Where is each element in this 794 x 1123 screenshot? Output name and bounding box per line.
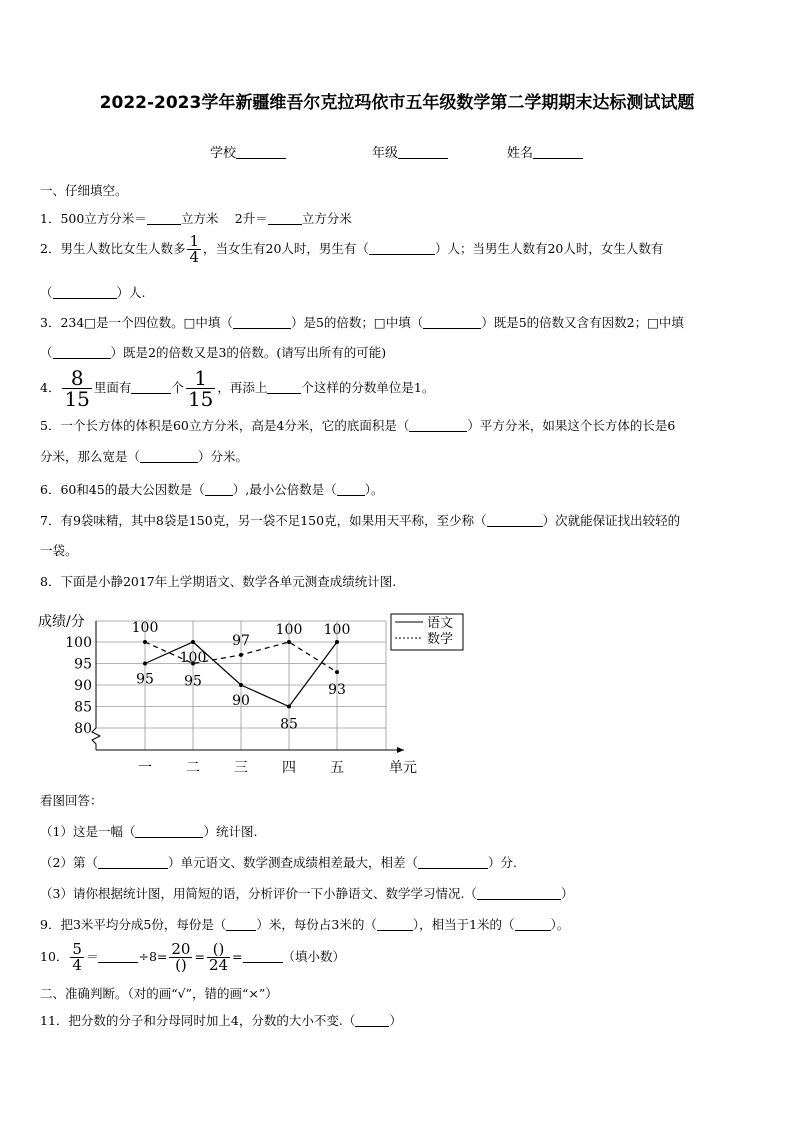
data-label: 93 bbox=[328, 682, 346, 699]
chart-legend bbox=[391, 614, 463, 650]
data-point bbox=[287, 640, 291, 644]
question-5-cont: 分米，那么宽是（ ）分米。 bbox=[40, 449, 249, 464]
question-6: 6．60和45的最大公因数是（ ）,最小公倍数是（ ）。 bbox=[40, 482, 384, 497]
data-point bbox=[335, 670, 339, 674]
data-point bbox=[335, 640, 339, 644]
fraction-5-4: $\frac{5}{4}$ bbox=[72, 940, 82, 974]
legend-label: 数学 bbox=[427, 632, 454, 647]
axis-break-mark bbox=[92, 728, 100, 750]
y-tick-label: 85 bbox=[74, 699, 92, 716]
question-3-cont: （ ）既是2的倍数又是3的倍数。(请写出所有的可能) bbox=[40, 345, 387, 360]
question-8-1: （1）这是一幅（ ）统计图. bbox=[40, 824, 258, 839]
data-point bbox=[191, 640, 195, 644]
y-tick-label: 80 bbox=[74, 721, 92, 737]
fraction-20-blank: $\frac{20}{()}$ bbox=[171, 940, 191, 974]
question-2-cont: （ ）人. bbox=[40, 285, 146, 300]
data-point bbox=[287, 705, 291, 709]
y-tick-label: 100 bbox=[65, 635, 92, 651]
question-5: 5．一个长方体的体积是60立方分米，高是4分米，它的底面积是（ ）平方分米，如果这个长方体的长是6 bbox=[40, 418, 676, 433]
question-11: 11．把分数的分子和分母同时加上4，分数的大小不变.（ ） bbox=[40, 1013, 402, 1028]
question-7: 7．有9袋味精，其中8袋是150克，另一袋不足150克，如果用天平称，至少称（ ）次就能保证找出较轻的 bbox=[40, 513, 681, 528]
data-point bbox=[143, 640, 147, 644]
y-axis-label: 成绩/分 bbox=[38, 614, 85, 630]
question-1: 1．500立方分米＝ 立方米 2升＝ 立方分米 bbox=[40, 211, 352, 226]
question-8-3: （3）请你根据统计图，用简短的语，分析评价一下小静语文、数学学习情况.（ ） bbox=[40, 886, 574, 901]
x-tick-label: 三 bbox=[234, 760, 248, 776]
y-tick-label: 90 bbox=[74, 678, 92, 694]
question-8: 8．下面是小静2017年上学期语文、数学各单元测查成绩统计图. bbox=[40, 574, 397, 589]
x-tick-label: 二 bbox=[186, 760, 200, 776]
chart-labels bbox=[38, 613, 417, 776]
school-field[interactable]: 学校 bbox=[210, 142, 286, 161]
data-point bbox=[143, 662, 147, 666]
question-2: 2．男生人数比女生人数多 $\frac{1}{4}$ ，当女生有20人时，男生有（ ）人；当男生人数有20人时，女生人数有 bbox=[40, 232, 664, 266]
data-label: 100 bbox=[323, 622, 351, 638]
fraction-one-quarter: $\frac{1}{4}$ bbox=[189, 232, 200, 266]
data-point bbox=[239, 683, 243, 687]
score-line-chart bbox=[36, 602, 476, 782]
data-label: 100 bbox=[275, 622, 303, 638]
data-point bbox=[239, 653, 243, 657]
x-axis-label: 单元 bbox=[389, 760, 417, 776]
question-10: 10． $\frac{5}{4}$ ＝ ÷8= $\frac{20}{()}$ = $\frac{()}{24}$ = （填小数） bbox=[40, 940, 346, 974]
x-tick-label: 一 bbox=[138, 760, 152, 776]
data-label: 85 bbox=[280, 716, 298, 733]
question-3: 3．234□是一个四位数。□中填（ ）是5的倍数；□中填（ ）既是5的倍数又含有因数2；□中填 bbox=[40, 315, 684, 330]
page-title: 2022-2023学年新疆维吾尔克拉玛依市五年级数学第二学期期末达标测试试题 bbox=[99, 93, 695, 113]
question-7-cont: 一袋。 bbox=[40, 543, 78, 558]
legend-label: 语文 bbox=[427, 616, 454, 631]
section-1-heading: 一、仔细填空。 bbox=[40, 183, 128, 198]
chart-questions-intro: 看图回答： bbox=[40, 793, 103, 808]
data-label: 100 bbox=[131, 620, 159, 636]
grade-field[interactable]: 年级 bbox=[372, 142, 448, 161]
fraction-1-15: $\frac{1}{15}$ bbox=[187, 366, 214, 411]
data-label: 100 bbox=[179, 650, 207, 666]
x-tick-label: 五 bbox=[330, 760, 344, 776]
x-axis-arrow bbox=[397, 747, 404, 753]
data-label: 90 bbox=[232, 693, 250, 709]
data-label: 95 bbox=[136, 671, 154, 688]
question-4: 4． $\frac{8}{15}$ 里面有 个 $\frac{1}{15}$ ，再添上 个这样的分数单位是1。 bbox=[40, 366, 435, 411]
data-label: 95 bbox=[184, 673, 202, 690]
data-label: 97 bbox=[232, 632, 250, 649]
fraction-blank-24: $\frac{()}{24}$ bbox=[208, 940, 229, 974]
section-2-heading: 二、准确判断。（对的画“√”，错的画“×”） bbox=[40, 986, 278, 1001]
y-tick-label: 95 bbox=[74, 656, 92, 673]
x-tick-label: 四 bbox=[282, 760, 296, 776]
name-field[interactable]: 姓名 bbox=[507, 142, 583, 161]
fraction-8-15: $\frac{8}{15}$ bbox=[64, 366, 90, 411]
question-9: 9．把3米平均分成5份，每份是（ ）米，每份占3米的（ ），相当于1米的（ ）。 bbox=[40, 917, 570, 932]
question-8-2: （2）第（ ）单元语文、数学测查成绩相差最大，相差（ ）分. bbox=[40, 855, 517, 870]
